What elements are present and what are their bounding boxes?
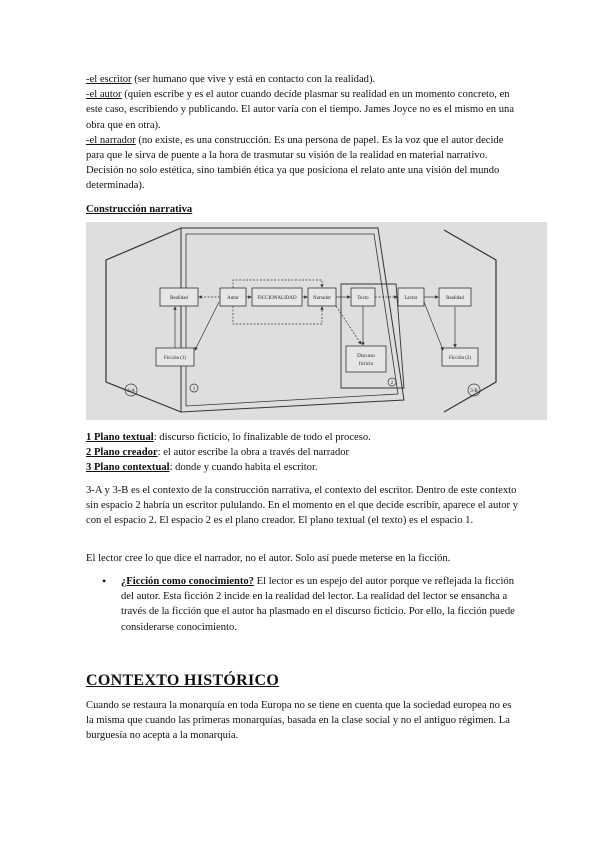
- frame-plane-2-inner: [186, 234, 398, 406]
- box-texto: [351, 288, 375, 306]
- label-1: 1: [192, 387, 196, 392]
- label-realidad-right: Realidad: [446, 296, 464, 301]
- label-3b: 3-B: [470, 389, 478, 394]
- diagram-svg: [86, 222, 547, 420]
- label-3a: 3-A: [127, 389, 135, 394]
- definitions-block: [86, 72, 518, 194]
- term-autor: -el autor: [86, 89, 122, 101]
- term-narrador: -el narrador: [86, 134, 136, 146]
- label-ficcionalidad: FICCIONALIDAD: [257, 296, 297, 301]
- label-ficcion-1: Ficción (1): [163, 356, 187, 361]
- label-lector: Lector: [404, 296, 418, 301]
- desc-narrador: (no existe, es una construcción. Es una persona de papel. Es la voz que el autor decide para que le sirva de puente a la hora de trasmutar su visión de la realidad en material narrativo. Decisión no solo estética, sino también ética ya que posiciona el relato ante una visión del mundo determinada).: [86, 134, 504, 192]
- plano-3-label: 3 Plano contextual: [86, 462, 170, 474]
- box-lector: [398, 288, 424, 306]
- bullet-icon: •: [102, 574, 107, 588]
- bullet-label: ¿Ficción como conocimiento?: [121, 576, 254, 587]
- box-discurso-ficticio: [346, 346, 386, 372]
- box-ficcion-1: [156, 348, 194, 366]
- paragraph-contexto: 3-A y 3-B es el contexto de la construcción narrativa, el contexto del escritor. Dentro de este contexto sin espacio 2 habría un escritor pululando. En el momento en el que decide escribir, aparece el autor y con el espacio 2. El espacio 2 es el plano creador. El plano textual (el texto) es el espacio 1.: [86, 485, 518, 527]
- label-narrador: Narrador: [312, 296, 332, 301]
- plano-2: [86, 445, 518, 460]
- label-texto: Texto: [357, 296, 369, 301]
- plano-3-desc: : donde y cuando habita el escritor.: [169, 462, 318, 474]
- section-title-contexto-historico: CONTEXTO HISTÓRICO: [86, 672, 280, 689]
- label-ficticio: ficticio: [358, 362, 374, 367]
- section-title-construccion: Construcción narrativa: [86, 204, 193, 215]
- box-narrador: [308, 288, 336, 306]
- box-ficcion-2: [442, 348, 478, 366]
- bullet-text: El lector es un espejo del autor porque ve reflejada la ficción del autor. Esta ficción 2 incide en la realidad del lector. La realidad del lector se ensancha a través de la ficción que el autor ha plasmado en el discurso ficticio. Por ello, la ficción puede considerarse conocimiento.: [121, 576, 515, 633]
- label-2: 2: [390, 381, 394, 386]
- box-realidad-left: [160, 288, 198, 306]
- plano-1-desc: : discurso ficticio, lo finalizable de todo el proceso.: [153, 432, 371, 443]
- box-autor: [220, 288, 246, 306]
- frame-plane-2: [181, 228, 404, 412]
- plano-1: [86, 430, 518, 445]
- term-escritor: -el escritor: [86, 74, 132, 85]
- plano-2-label: 2 Plano creador: [86, 447, 158, 459]
- def-escritor: [86, 72, 518, 87]
- paragraph-historico: Cuando se restaura la monarquía en toda Europa no se tiene en cuenta que la sociedad europea no es la misma que cuando las primeras monarquías, basada en la clase social y no el antiguo régimen. La burguesía no acepta a la monarquía.: [86, 700, 512, 742]
- label-discurso: Discurso: [357, 354, 375, 359]
- box-realidad-right: [439, 288, 471, 306]
- def-autor: [86, 87, 518, 133]
- bullet-ficcion-conocimiento: [121, 574, 518, 635]
- plane-labels: [125, 378, 480, 396]
- label-realidad-left: Realidad: [170, 296, 188, 301]
- plano-2-desc: : el autor escribe la obra a través del narrador: [157, 447, 350, 459]
- frame-3a: [106, 228, 181, 412]
- label-autor: Autor: [227, 296, 239, 301]
- box-ficcionalidad: [252, 288, 302, 306]
- planos-list: [86, 430, 518, 476]
- plano-1-label: 1 Plano textual: [86, 432, 154, 443]
- narrative-construction-diagram: [86, 222, 547, 420]
- desc-autor: (quien escribe y es el autor cuando decide plasmar su realidad en un momento concreto, en este caso, escribiendo y publicando. El autor varía con el tiempo. James Joyce no es el mismo en una obra que en otra).: [86, 89, 515, 131]
- plano-3: [86, 460, 518, 475]
- frame-3b: [444, 230, 496, 412]
- label-ficcion-2: Ficción (2): [448, 356, 472, 361]
- desc-escritor: (ser humano que vive y está en contacto con la realidad).: [131, 74, 376, 85]
- def-narrador: [86, 133, 518, 194]
- paragraph-lector: El lector cree lo que dice el narrador, no el autor. Solo así puede meterse en la ficción.: [86, 553, 451, 564]
